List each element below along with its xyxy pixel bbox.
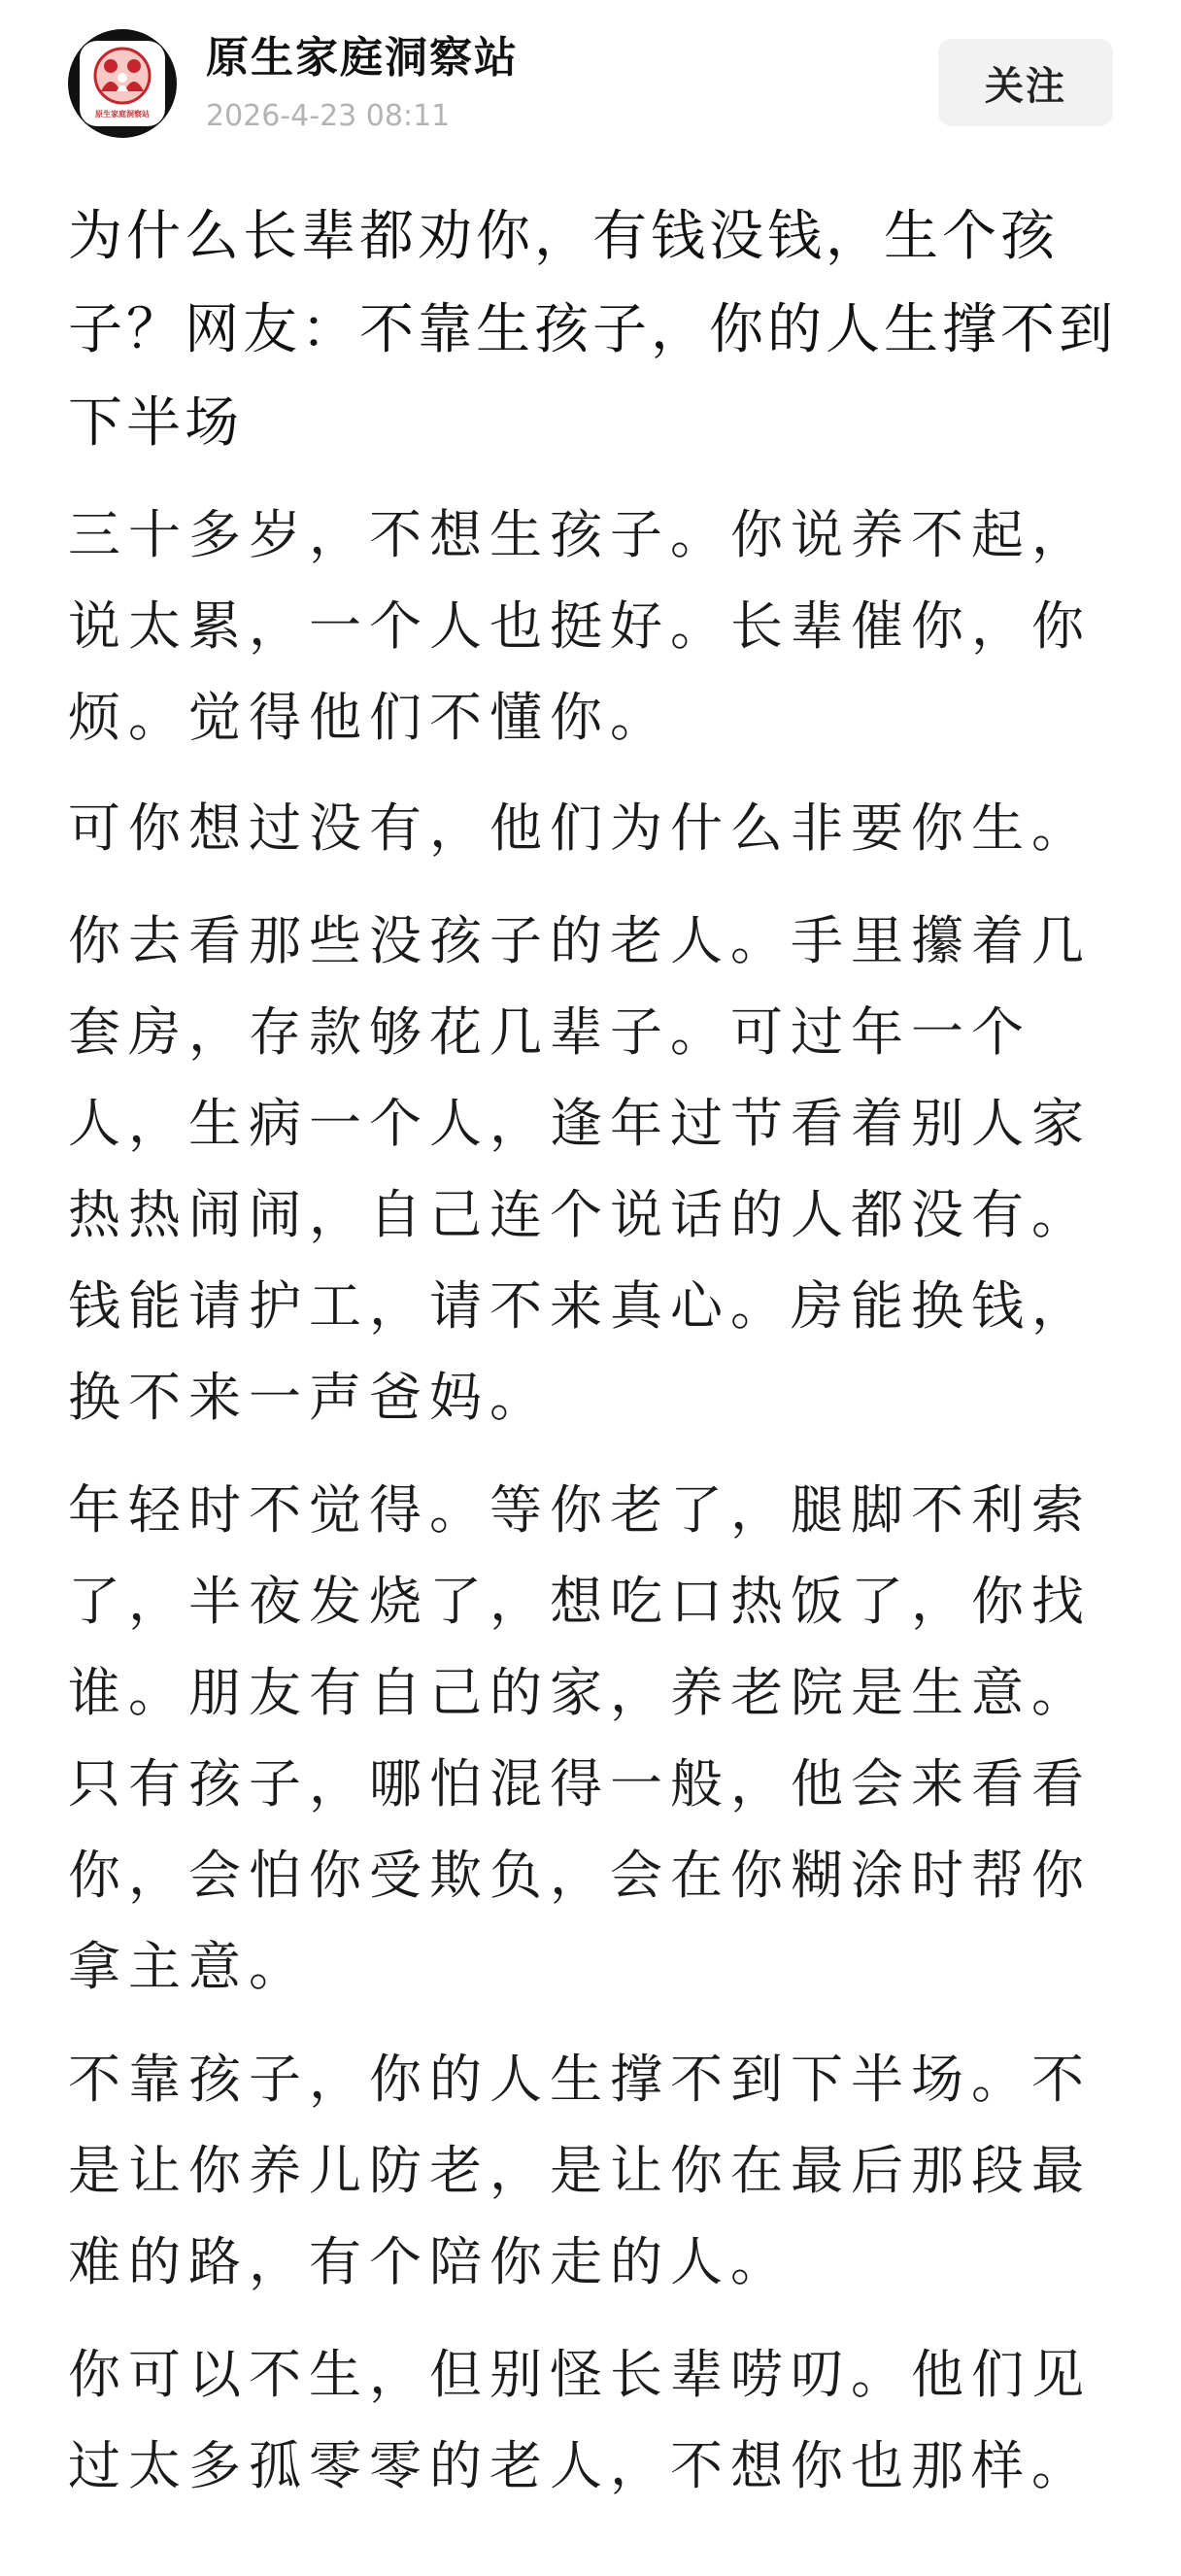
article-body xyxy=(68,190,1127,2512)
article-paragraph: 年轻时不觉得。等你老了，腿脚不利索了，半夜发烧了，想吃口热饭了，你找谁。朋友有自己的家，养老院是生意。只有孩子，哪怕混得一般，他会来看看你，会怕你受欺负，会在你糊涂时帮你拿主意。 xyxy=(68,1479,1092,1997)
article-paragraph: 不靠孩子，你的人生撑不到下半场。不是让你养儿防老，是让你在最后那段最难的路，有个陪你走的人。 xyxy=(68,2049,1092,2292)
post-timestamp: 2026-4-23 08:11 xyxy=(206,99,451,133)
author-name[interactable]: 原生家庭洞察站 xyxy=(206,33,519,83)
article-paragraph: 三十多岁，不想生孩子。你说养不起，说太累，一个人也挺好。长辈催你，你烦。觉得他们不懂你。 xyxy=(68,504,1092,748)
avatar[interactable] xyxy=(68,29,177,138)
post-header xyxy=(0,0,1181,165)
article-paragraph: 你去看那些没孩子的老人。手里攥着几套房，存款够花几辈子。可过年一个人，生病一个人，逢年过节看着别人家热热闹闹，自己连个说话的人都没有。钱能请护工，请不来真心。房能换钱，换不来一声爸妈。 xyxy=(68,910,1092,1428)
article-paragraph: 可你想过没有，他们为什么非要你生。 xyxy=(68,797,1092,859)
avatar-label: 原生家庭洞察站 xyxy=(95,110,150,119)
article-title: 为什么长辈都劝你，有钱没钱，生个孩子？网友：不靠生孩子，你的人生撑不到下半场 xyxy=(68,205,1117,455)
family-logo-icon xyxy=(80,41,165,126)
article-paragraph: 你可以不生，但别怪长辈唠叨。他们见过太多孤零零的老人，不想你也那样。 xyxy=(68,2344,1092,2496)
follow-button[interactable]: 关注 xyxy=(938,39,1113,126)
